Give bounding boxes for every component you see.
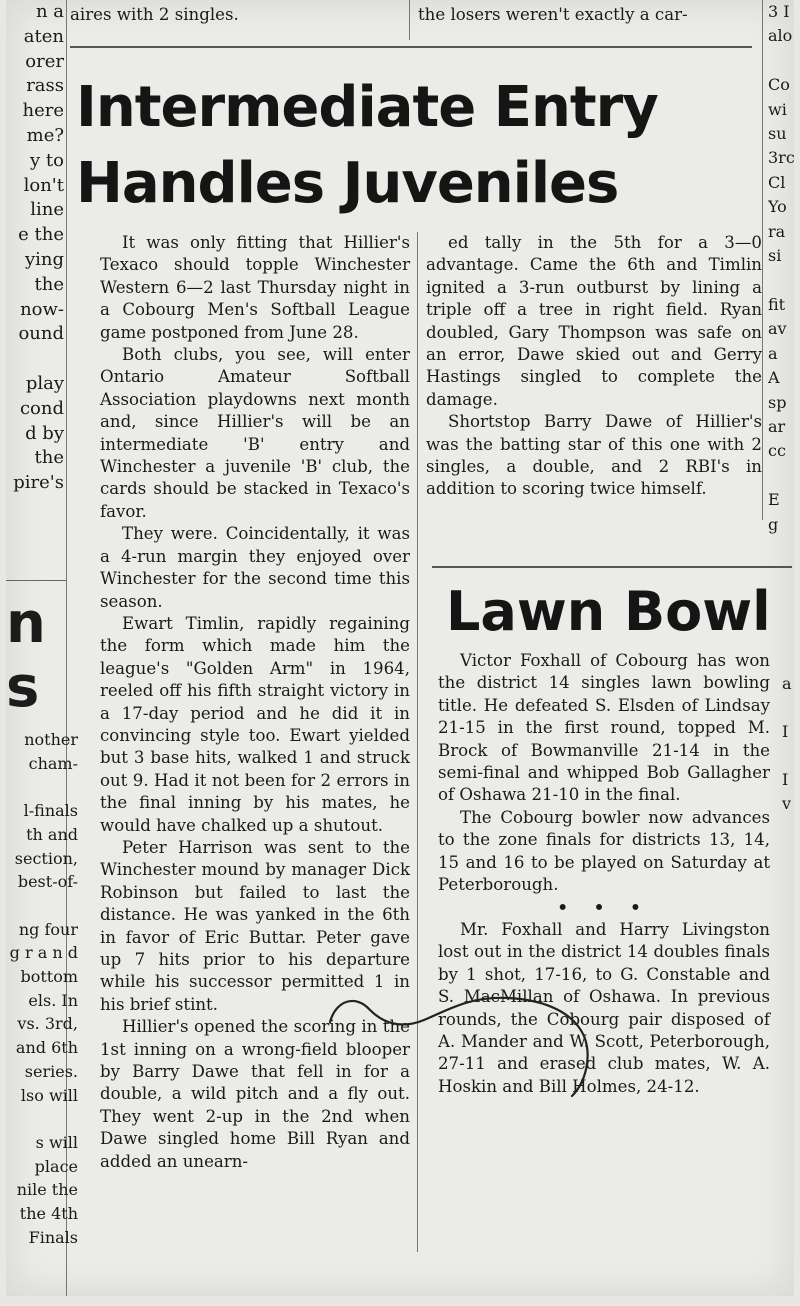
clipped-text-line bbox=[782, 1032, 800, 1056]
headline-line-2: Handles Juveniles bbox=[76, 151, 619, 216]
clipped-text-line: now- bbox=[20, 298, 64, 320]
clipped-text-line: and 6th bbox=[15, 1038, 78, 1058]
clipped-text-line: cham- bbox=[28, 753, 78, 773]
clipped-text-line bbox=[782, 816, 800, 840]
clipped-text-line: cc bbox=[768, 441, 786, 461]
clipped-text-line bbox=[782, 864, 800, 888]
clipped-text-line bbox=[782, 1056, 800, 1080]
section-rule bbox=[432, 566, 792, 568]
clipped-text-line: 3 I bbox=[768, 2, 790, 21]
clipped-text-line: E bbox=[768, 490, 780, 510]
clipped-text-line: cond bbox=[19, 397, 64, 419]
clipped-text-line: nile the bbox=[16, 1180, 78, 1200]
clipped-text-line: ar bbox=[768, 416, 786, 436]
clipped-text-line: section, bbox=[14, 848, 78, 868]
right-column-fragment bbox=[768, 0, 798, 537]
clipped-text-line: a bbox=[782, 674, 792, 693]
story-paragraph: Hillier's opened the scoring in the 1st inning on a wrong-field blooper by Barry Dawe that fell in for a double, a wild pitch and a fly out. They went 2-up in the 2nd when Dawe singled home Bill Ryan and added an unearn- bbox=[100, 1017, 410, 1171]
clipped-text-line: lon't bbox=[23, 174, 64, 196]
section-rule bbox=[70, 46, 752, 48]
clipped-text-line: vs. 3rd, bbox=[17, 1014, 78, 1034]
clipped-text-line: orer bbox=[25, 50, 64, 72]
clipped-text-line: av bbox=[768, 319, 787, 339]
clipped-text-line bbox=[782, 1104, 800, 1128]
lawn-bowl-story bbox=[438, 650, 770, 1098]
clipped-text-line bbox=[782, 1200, 800, 1224]
clipped-text-line bbox=[8, 1107, 78, 1131]
clipped-text-line: n a bbox=[35, 1, 64, 22]
paragraph-separator: • • • bbox=[557, 897, 651, 918]
clipped-text-line: su bbox=[768, 124, 787, 144]
clipped-text-line bbox=[8, 347, 64, 372]
clipped-text-line bbox=[782, 1152, 800, 1176]
story-paragraph: Shortstop Barry Dawe of Hillier's was the batting star of this one with 2 singles, a double, and 2 RBI's in addition to scoring twice himself. bbox=[426, 412, 762, 499]
clipped-text-line bbox=[782, 840, 800, 864]
clipped-text-line: I bbox=[782, 722, 789, 741]
clipped-text-line: rass bbox=[26, 75, 64, 97]
clipped-text-line: ound bbox=[18, 323, 64, 345]
clipped-text-line: d by bbox=[25, 422, 64, 444]
lawn-bowl-headline: Lawn Bowl bbox=[446, 580, 771, 643]
clipped-text-line: 3rc bbox=[768, 148, 795, 168]
story-paragraph: They were. Coincidentally, it was a 4-run margin they enjoyed over Winchester for the second time this season. bbox=[100, 524, 410, 611]
right-column-fragment-lower bbox=[782, 672, 800, 1248]
story-paragraph: It was only fitting that Hillier's Texaco should topple Winchester Western 6—2 last Thursday night in a Cobourg Men's Softball League game postponed from June 28. bbox=[100, 233, 410, 342]
clipped-text-line: me? bbox=[26, 124, 64, 146]
clipped-text-line: place bbox=[34, 1156, 78, 1176]
prev-story-tail-right: the losers weren't exactly a car- bbox=[418, 5, 688, 24]
clipped-text-line: s will bbox=[35, 1132, 78, 1152]
column-rule bbox=[409, 0, 410, 40]
clipped-text-line bbox=[782, 984, 800, 1008]
prev-story-tail-left: aires with 2 singles. bbox=[70, 5, 239, 24]
left-headline-fragment-1: n bbox=[6, 591, 46, 656]
clipped-text-line bbox=[782, 1128, 800, 1152]
left-column-fragment bbox=[8, 0, 64, 496]
clipped-text-line: ying bbox=[24, 248, 64, 270]
clipped-text-line: g r a n d bbox=[9, 943, 78, 963]
main-story-column-1 bbox=[100, 232, 410, 1173]
clipped-text-line: nother bbox=[24, 730, 78, 749]
story-paragraph: Ewart Timlin, rapidly regaining the form which made him the league's "Golden Arm" in 1964, reeled off his fifth straight victory in a 17-day period and he did it in convincing style too. Ewart yielded but 3 base hits, walked 1 and struck out 9. Had it not been for 2 errors in the final inning by his mates, he would have chalked up a shutout. bbox=[100, 613, 410, 835]
clipped-text-line: si bbox=[768, 246, 782, 266]
lawn-paragraph: Victor Foxhall of Cobourg has won the district 14 singles lawn bowling title. He defeated S. Elsden of Lindsay 21-15 in the first round, topped M. Brock of Bowmanville 21-14 in the semi-final and whipped Bob Gallagher of Oshawa 21-10 in the final. bbox=[438, 651, 770, 805]
clipped-text-line bbox=[768, 49, 798, 73]
clipped-text-line: ng four bbox=[18, 919, 78, 939]
clipped-text-line: els. In bbox=[28, 990, 78, 1010]
clipped-text-line bbox=[8, 775, 78, 799]
main-headline bbox=[76, 70, 736, 222]
clipped-text-line: pire's bbox=[13, 472, 64, 494]
clipped-text-line bbox=[782, 1008, 800, 1032]
clipped-text-line: Finals bbox=[28, 1227, 78, 1247]
clipped-text-line: A bbox=[768, 368, 780, 388]
clipped-text-line bbox=[782, 1224, 800, 1248]
clipped-text-line bbox=[8, 894, 78, 918]
clipped-text-line bbox=[768, 464, 798, 488]
clipped-text-line: a bbox=[768, 343, 778, 363]
clipped-text-line bbox=[782, 888, 800, 912]
clipped-text-line: I bbox=[782, 770, 789, 789]
story-paragraph: Peter Harrison was sent to the Winchester mound by manager Dick Robinson but failed to last the distance. He was yanked in the 6th in favor of Eric Buttar. Peter gave up 7 hits prior to his departure while his successor permitted 1 in his brief stint. bbox=[100, 837, 410, 1014]
main-story-column-2 bbox=[426, 232, 762, 501]
lawn-paragraph: Mr. Foxhall and Harry Livingston lost out in the district 14 doubles finals by 1 shot, 17-16, to G. Constable and S. MacMillan of Oshawa. In previous rounds, the Cobourg pair disposed of A. Mander and W. Scott, Peterborough, 27-11 and erased club mates, W. A. Hoskin and Bill Holmes, 24-12. bbox=[438, 919, 770, 1096]
lawn-paragraph: The Cobourg bowler now advances to the zone finals for districts 13, 14, 15 and 16 to be played on Saturday at Peterborough. bbox=[438, 807, 770, 895]
clipped-text-line: best-of- bbox=[17, 872, 78, 892]
clipped-text-line: ra bbox=[768, 221, 786, 241]
clipped-text-line: series. bbox=[24, 1061, 78, 1081]
clipped-text-line: Yo bbox=[768, 197, 787, 217]
clipped-text-line: play bbox=[25, 372, 64, 394]
clipped-text-line bbox=[782, 1080, 800, 1104]
clipped-text-line: line bbox=[30, 199, 64, 221]
clipped-text-line: bottom bbox=[20, 967, 78, 987]
clipped-text-line: the 4th bbox=[19, 1204, 78, 1224]
clipped-text-line: y to bbox=[30, 149, 64, 171]
clipped-text-line: the bbox=[34, 447, 64, 469]
clipped-text-line: Co bbox=[768, 75, 790, 95]
clipped-text-line: alo bbox=[768, 26, 793, 46]
story-paragraph: ed tally in the 5th for a 3—0 advantage. Came the 6th and Timlin ignited a 3-run outburst by lining a triple off a tree in right field. Ryan doubled, Gary Thompson was safe on an error, Dawe skied out and Gerry Hastings singled to complete the damage. bbox=[426, 233, 762, 409]
clipped-text-line bbox=[782, 960, 800, 984]
clipped-text-line bbox=[782, 936, 800, 960]
left-headline-fragment-2: s bbox=[6, 655, 40, 720]
clipped-text-line: g bbox=[768, 514, 779, 534]
clipped-text-line bbox=[768, 268, 798, 292]
clipped-text-line bbox=[782, 696, 800, 720]
clipped-text-line: the bbox=[34, 273, 64, 295]
column-rule bbox=[417, 232, 418, 1252]
column-rule bbox=[762, 0, 763, 520]
clipped-text-line: lso will bbox=[20, 1085, 78, 1105]
clipped-text-line bbox=[782, 1176, 800, 1200]
clipped-text-line bbox=[782, 744, 800, 768]
clipped-text-line: th and bbox=[26, 824, 78, 844]
section-rule bbox=[6, 580, 66, 581]
headline-line-1: Intermediate Entry bbox=[76, 75, 658, 140]
clipped-text-line: sp bbox=[768, 392, 787, 412]
clipped-text-line: fit bbox=[768, 294, 786, 314]
clipped-text-line: e the bbox=[18, 224, 64, 246]
clipped-text-line: wi bbox=[768, 99, 787, 119]
clipped-text-line: here bbox=[22, 100, 64, 122]
story-paragraph: Both clubs, you see, will enter Ontario Amateur Softball Association playdowns next month and, since Hillier's will be an intermediate 'B' entry and Winchester a juvenile 'B' club, the cards should be stacked in Texaco's favor. bbox=[100, 345, 410, 521]
clipped-text-line: Cl bbox=[768, 172, 786, 192]
left-column-fragment-lower bbox=[8, 728, 78, 1249]
clipped-text-line: l-finals bbox=[23, 801, 78, 821]
clipped-text-line: v bbox=[782, 794, 792, 813]
clipped-text-line: aten bbox=[23, 25, 64, 47]
clipped-text-line bbox=[782, 912, 800, 936]
